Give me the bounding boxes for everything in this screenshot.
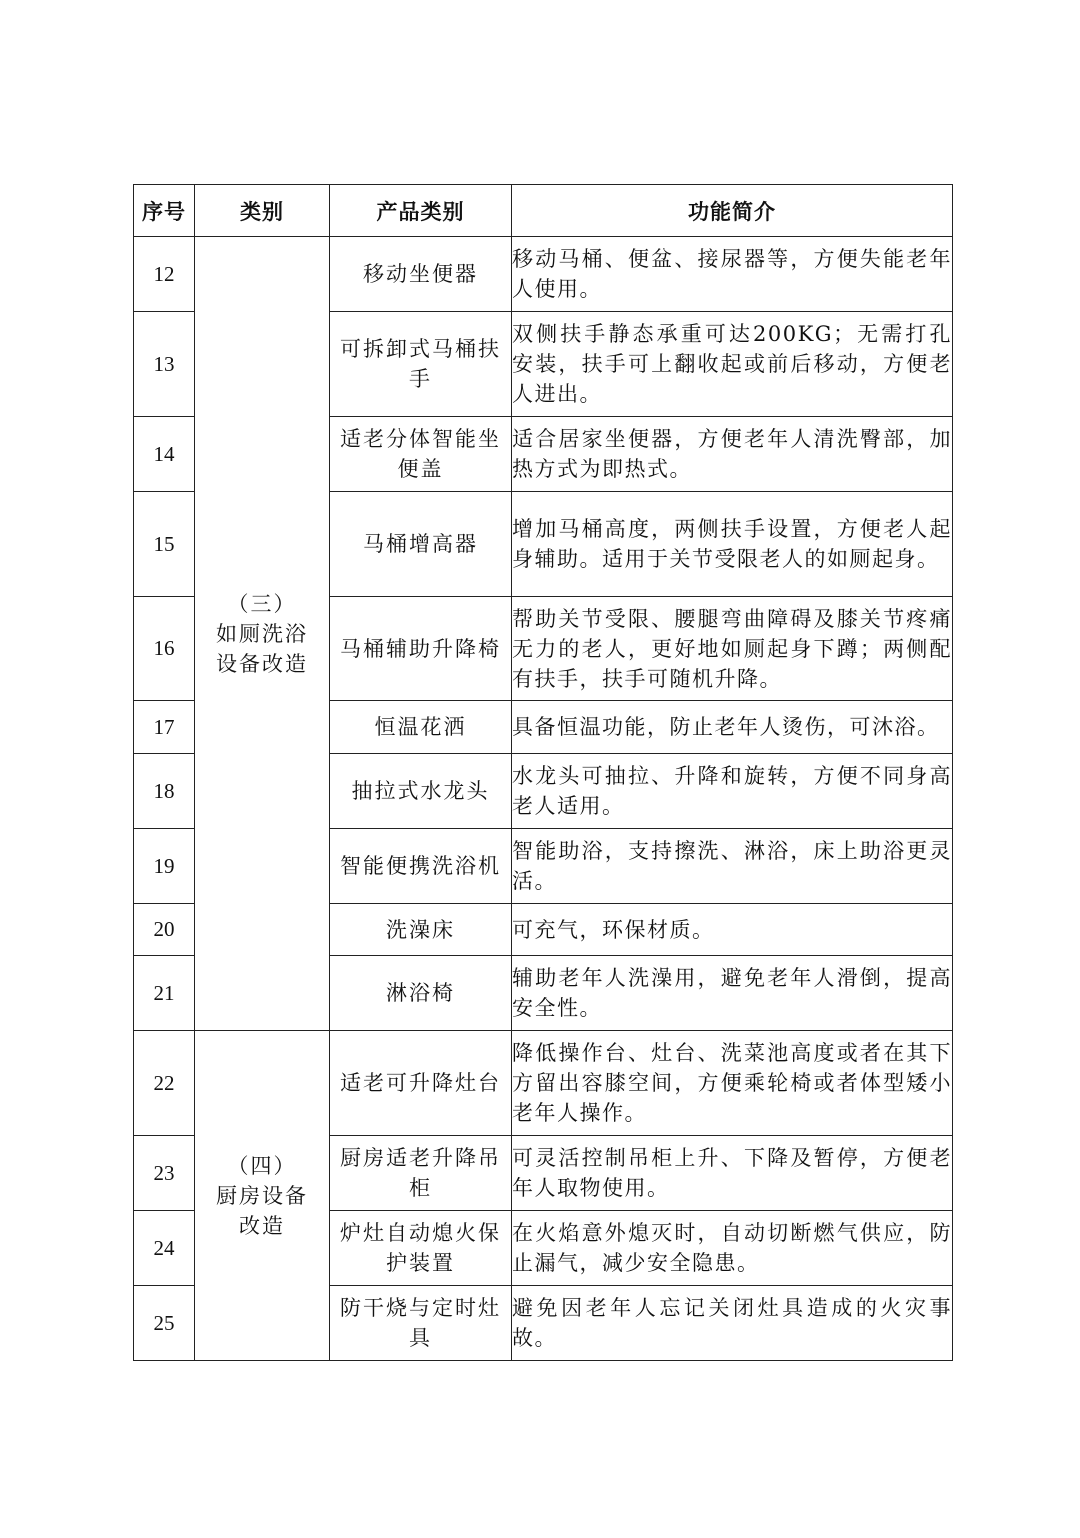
category-line: 厨房设备 [216, 1183, 308, 1208]
category-number: （三） [227, 591, 297, 616]
row-product: 淋浴椅 [330, 956, 512, 1031]
row-product: 适老可升降灶台 [330, 1031, 512, 1136]
row-description: 双侧扶手静态承重可达200KG；无需打孔安装，扶手可上翻收起或前后移动，方便老人进出。 [512, 312, 953, 417]
row-description: 智能助浴，支持擦洗、淋浴，床上助浴更灵活。 [512, 829, 953, 904]
header-function: 功能简介 [512, 185, 953, 237]
row-seq: 14 [134, 417, 195, 492]
row-product: 防干烧与定时灶具 [330, 1286, 512, 1361]
row-description: 增加马桶高度，两侧扶手设置，方便老人起身辅助。适用于关节受限老人的如厕起身。 [512, 492, 953, 597]
table-row [134, 237, 953, 312]
category-line: 改造 [239, 1213, 285, 1238]
row-seq: 17 [134, 701, 195, 754]
row-seq: 25 [134, 1286, 195, 1361]
category-kitchen [195, 1031, 330, 1361]
row-seq: 23 [134, 1136, 195, 1211]
product-table [133, 184, 953, 1361]
row-product: 马桶增高器 [330, 492, 512, 597]
row-seq: 15 [134, 492, 195, 597]
row-product: 厨房适老升降吊柜 [330, 1136, 512, 1211]
table-row [134, 1031, 953, 1136]
category-bathroom [195, 237, 330, 1031]
row-product: 智能便携洗浴机 [330, 829, 512, 904]
row-description: 可充气，环保材质。 [512, 904, 953, 956]
header-seq: 序号 [134, 185, 195, 237]
row-seq: 20 [134, 904, 195, 956]
table-header-row [134, 185, 953, 237]
row-description: 降低操作台、灶台、洗菜池高度或者在其下方留出容膝空间，方便乘轮椅或者体型矮小老年人操作。 [512, 1031, 953, 1136]
row-seq: 16 [134, 597, 195, 701]
row-description: 辅助老年人洗澡用，避免老年人滑倒，提高安全性。 [512, 956, 953, 1031]
row-description: 可灵活控制吊柜上升、下降及暂停，方便老年人取物使用。 [512, 1136, 953, 1211]
row-product: 适老分体智能坐便盖 [330, 417, 512, 492]
row-seq: 13 [134, 312, 195, 417]
row-seq: 21 [134, 956, 195, 1031]
category-line: 如厕洗浴 [216, 621, 308, 646]
row-product: 移动坐便器 [330, 237, 512, 312]
row-seq: 22 [134, 1031, 195, 1136]
row-product: 洗澡床 [330, 904, 512, 956]
row-description: 水龙头可抽拉、升降和旋转，方便不同身高老人适用。 [512, 754, 953, 829]
category-number: （四） [227, 1153, 297, 1178]
row-description: 具备恒温功能，防止老年人烫伤，可沐浴。 [512, 701, 953, 754]
row-seq: 18 [134, 754, 195, 829]
row-product: 马桶辅助升降椅 [330, 597, 512, 701]
row-description: 避免因老年人忘记关闭灶具造成的火灾事故。 [512, 1286, 953, 1361]
header-product: 产品类别 [330, 185, 512, 237]
row-product: 可拆卸式马桶扶手 [330, 312, 512, 417]
row-product: 炉灶自动熄火保护装置 [330, 1211, 512, 1286]
row-description: 在火焰意外熄灭时，自动切断燃气供应，防止漏气，减少安全隐患。 [512, 1211, 953, 1286]
row-seq: 24 [134, 1211, 195, 1286]
category-line: 设备改造 [216, 651, 308, 676]
row-product: 恒温花洒 [330, 701, 512, 754]
row-description: 移动马桶、便盆、接尿器等，方便失能老年人使用。 [512, 237, 953, 312]
row-seq: 12 [134, 237, 195, 312]
row-product: 抽拉式水龙头 [330, 754, 512, 829]
header-category: 类别 [195, 185, 330, 237]
row-description: 帮助关节受限、腰腿弯曲障碍及膝关节疼痛无力的老人，更好地如厕起身下蹲；两侧配有扶手，扶手可随机升降。 [512, 597, 953, 701]
row-description: 适合居家坐便器，方便老年人清洗臀部，加热方式为即热式。 [512, 417, 953, 492]
row-seq: 19 [134, 829, 195, 904]
